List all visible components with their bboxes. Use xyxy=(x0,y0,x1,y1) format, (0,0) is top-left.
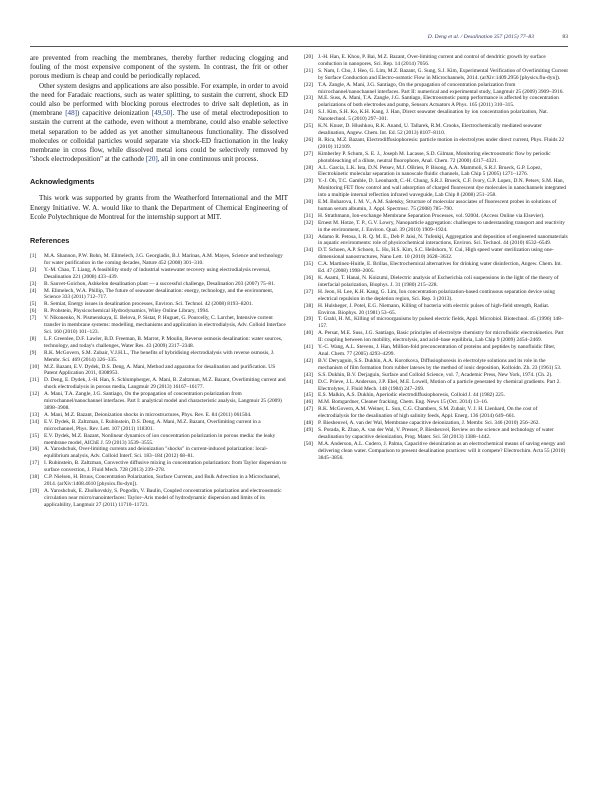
reference-item xyxy=(304,199,568,213)
reference-text[interactable]: M. Elimelech, W.A. Phillip, The future of seawater desalination: energy, technology, and the environment, Science 333 (2011) 712–717. xyxy=(44,287,274,301)
references-list-right xyxy=(304,54,568,461)
reference-item xyxy=(30,336,288,350)
reference-number: [14] xyxy=(30,418,39,425)
reference-text[interactable]: S.S. Dukhin, B.V. Derjaguin, Surface and Colloid Science, vol. 7, Academic Press, New York, 1974. (Ch. 2). xyxy=(318,371,553,378)
reference-text[interactable]: A. Yaroshchuk, Over-limiting currents and deionization "shocks" in current-induced polarization: local-equilibrium analysis, Adv. Colloid Interf. Sci. 183–184 (2012) 68–81. xyxy=(44,446,268,460)
references-heading: References xyxy=(30,236,70,246)
reference-number: [31] xyxy=(304,212,313,219)
reference-text[interactable]: D.C. Prieve, J.L. Anderson, J.P. Ebel, M.E. Lowell, Motion of a particle generated by chemical gradients. Part 2. Electrolytes, J. Fluid Mech. 148 (1984) 247–269. xyxy=(318,378,561,392)
reference-text[interactable]: A.L. Garcia, L.K. Ista, D.N. Petsev, M.J. OBrien, P. Bisong, A.A. Mammoli, S.R.J. Brueck, G.P. Lopez, Electrokinetic molecular separation in nanoscale fluidic channels, Lab Chip 5 (2005) 1271–1276. xyxy=(318,164,542,178)
reference-number: [12] xyxy=(30,391,39,398)
journal-citation: D. Deng et al. / Desalination 357 (2015) 77–83 xyxy=(427,34,534,40)
reference-text[interactable]: E.M. Buharova, I. M. V., A.M. Saletsky, Structure of molecular associates of fluorescent probes in solutions of human serum albumin, J. Appl. Spectrosc. 75 (2008) 785–790. xyxy=(318,199,557,212)
reference-text[interactable]: P. Biesheuvel, A. van der Wal, Membrane capacitive deionization, J. Membr. Sci. 346 (2010) 256–262. xyxy=(318,420,540,427)
reference-text[interactable]: M.A. Anderson, A.L. Cudero, J. Palma, Capacitive deionization as an electrochemical means of saving energy and delivering clean water. Comparison to present desalination practices: will it compete? Electrochim. Acta 55 (2010) 3845–3856. xyxy=(318,440,566,461)
reference-text[interactable]: R.K. McGovern, S.M. Zubair, V.J.H.L., The benefits of hybridising electrodialysis with reverse osmosis, J. Membr. Sci. 469 (2014) 326–335. xyxy=(44,349,275,363)
reference-text[interactable]: L.F. Greenlee, D.F. Lawler, B.D. Freeman, B. Marrot, P. Moulin, Reverse osmosis desalination: water sources, technology, and today's challenges, Water Res. 43 (2009) 2317–2348. xyxy=(44,335,283,349)
reference-number: [36] xyxy=(304,275,313,281)
reference-item xyxy=(30,308,288,315)
reference-item xyxy=(304,427,568,441)
reference-item xyxy=(304,330,568,344)
reference-number: [35] xyxy=(304,261,313,268)
reference-item xyxy=(304,220,568,234)
reference-text[interactable]: Y.-C. Wang, A.L. Stevens, J. Han, Million-fold preconcentration of proteins and peptides by nanofluidic filter, Anal. Chem. 77 (2005) 4293–4299. xyxy=(318,344,556,357)
citation-link-48[interactable]: [48] xyxy=(65,109,78,118)
reference-text[interactable]: J.-H. Han, E. Khoo, P. Bai, M.Z. Bazant, Over-limiting current and control of dendritic growth by surface conduction in nanopores, Sci. Rep. 14 (2014) 7056. xyxy=(318,54,546,67)
header-rule xyxy=(30,46,568,47)
reference-text[interactable]: M.M. Bomgardner, Cleaner fracking, Chem. Eng. News 15 (Oct. 2014) 13–16. xyxy=(318,399,489,406)
reference-text[interactable]: R.K. McGovern, A.M. Weiner, L. Sun, C.G. Chambers, S.M. Zubair, V. J. H. Lienhard, On the cost of electrodialysis for the desalination of high salinity feeds, Appl. Energ. 136 (2014) 649–661. xyxy=(318,406,538,420)
reference-number: [30] xyxy=(304,199,313,206)
reference-text[interactable]: R. Probstein, Physicochemical Hydrodynamics, Wiley Online Library, 1994. xyxy=(44,308,210,315)
reference-number: [5] xyxy=(30,301,37,308)
reference-text[interactable]: Y.-J. Oh, T.C. Gamble, D. Leonhardt, C.-H. Chung, S.R.J. Brueck, C.F. Ivory, G.P. Lopez, D.N. Petsev, S.M. Han, Monitoring FET flow control and wall adsorption of charged fluorescent dye molecules in nanochannels integrated into a multiple internal reflection infrared waveguide, Lab Chip 8 (2008) 251–258. xyxy=(318,178,567,199)
reference-item xyxy=(30,301,288,308)
reference-item xyxy=(304,261,568,275)
reference-text[interactable]: S.J. Kim, S.H. Ko, K.H. Kang, J. Han, Direct seawater desalination by ion concentration polarization, Nat. Nanotechnol. 5 (2010) 297–301. xyxy=(318,109,548,123)
reference-item xyxy=(304,344,568,358)
reference-number: [45] xyxy=(304,392,313,399)
reference-text[interactable]: R. Semiat, Energy issues in desalination processes, Environ. Sci. Technol. 42 (2008) 8193–8201. xyxy=(44,301,253,308)
reference-item xyxy=(30,412,288,419)
reference-number: [8] xyxy=(30,335,37,342)
reference-item xyxy=(304,213,568,220)
reference-item xyxy=(30,460,288,474)
acknowledgments-heading: Acknowledgments xyxy=(30,177,95,187)
reference-item xyxy=(304,358,568,372)
reference-number: [2] xyxy=(30,266,37,273)
reference-number: [34] xyxy=(304,247,313,254)
reference-number: [10] xyxy=(30,363,39,370)
reference-item xyxy=(304,372,568,379)
reference-text[interactable]: T. Grahl, H. M., Killing of microorganisms by pulsed electric fields, Appl. Microbiol. Biotechnol. 45 (1996) 148–157. xyxy=(318,316,564,330)
reference-item xyxy=(304,420,568,427)
reference-number: [23] xyxy=(304,95,313,102)
reference-text[interactable]: Adamo R. Petosa, I. R. Q. M. E., Deb P. Jaisi, N. Tufenkji, Aggregation and deposition of engineered nanomaterials in aquatic environments: role of physicochemical interactions, Environ. Sci. Technol. 44 (2010) 6532–6549. xyxy=(318,233,568,247)
reference-text[interactable]: A. Persat, M.E. Suss, J.G. Santiago, Basic principles of electrolyte chemistry for microfluidic electrokinetics. Part II: coupling between ion mobility, electrolysis, and acid–base equilibria, Lab Chip 9 (2009) 2454–2469. xyxy=(318,330,564,344)
reference-item xyxy=(30,364,288,378)
reference-number: [32] xyxy=(304,219,313,226)
reference-number: [42] xyxy=(304,357,313,364)
reference-item xyxy=(304,123,568,137)
reference-text[interactable]: E.V. Dydek, M.Z. Bazant, Nonlinear dynamics of ion concentration polarization in porous media: the leaky membrane model, AIChE J. 59 (2013) 3539–3555. xyxy=(44,432,276,446)
reference-item xyxy=(30,253,288,267)
reference-item xyxy=(30,288,288,302)
reference-text[interactable]: Y.-M. Chao, T. Liang, A feasibility study of industrial wastewater recovery using electrodialysis reversal, Desalination 221 (2008) 433–439. xyxy=(44,266,271,280)
reference-item xyxy=(304,165,568,179)
reference-number: [40] xyxy=(304,330,313,337)
reference-item xyxy=(30,474,288,488)
reference-item xyxy=(30,377,288,391)
reference-number: [9] xyxy=(30,349,37,356)
reference-number: [24] xyxy=(304,109,313,116)
reference-item xyxy=(304,289,568,303)
body-paragraph-designs xyxy=(30,82,288,165)
reference-number: [22] xyxy=(304,81,313,88)
reference-text[interactable]: B. Sauvet-Goichon, Ashkelon desalination plant — a successful challenge, Desalination 203 (2007) 75–81. xyxy=(44,280,276,287)
left-column xyxy=(30,54,288,509)
reference-text[interactable]: C.A. Martinez-Huitle, E. Brillas, Electrochemical alternatives for drinking water disinfection, Angew. Chem. Int. Ed. 47 (2008) 1998–2005. xyxy=(318,261,562,275)
reference-number: [15] xyxy=(30,432,39,439)
reference-item xyxy=(304,234,568,248)
reference-item xyxy=(304,54,568,68)
right-column xyxy=(304,54,568,461)
reference-number: [47] xyxy=(304,406,313,413)
reference-text[interactable]: I. Rubinstein, B. Zaltzman, Convective diffusive mixing in concentration polarization: from Taylor dispersion to surface convection, J. Fluid Mech. 728 (2013) 239–278. xyxy=(44,460,287,474)
reference-item xyxy=(304,275,568,289)
reference-item xyxy=(30,488,288,509)
reference-number: [27] xyxy=(304,150,313,157)
reference-number: [28] xyxy=(304,164,313,171)
reference-number: [17] xyxy=(30,460,39,467)
paragraph-text-b: ) capacitive deionization xyxy=(77,109,152,118)
page-header xyxy=(30,34,568,46)
reference-item xyxy=(304,441,568,462)
citation-link-20[interactable]: [20] xyxy=(145,155,158,164)
reference-number: [4] xyxy=(30,287,37,294)
reference-text[interactable]: S. Porada, R. Zhao, A. van der Wal, V. Presser, P. Biesheuvel, Review on the science and technology of water desalination by capacitive deionization, Prog. Mater. Sci. 58 (2013) 1388–1442. xyxy=(318,426,554,440)
reference-number: [44] xyxy=(304,378,313,385)
reference-text[interactable]: M.A. Shannon, P.W. Bohn, M. Elimelech, J.G. Georgiadis, B.J. Marinas, A.M. Mayes, Science and technology for water purification in the coming decades, Nature 452 (2008) 301–310. xyxy=(44,253,283,266)
paragraph-text-d: , all in one continuous unit process. xyxy=(157,155,259,164)
reference-number: [21] xyxy=(304,67,313,74)
reference-item xyxy=(304,82,568,96)
reference-text[interactable]: M.Z. Bazant, E.V. Dydek, D.S. Deng, A. Mani, Method and apparatus for desalination and purification. US Patent Application 2011, 0308953. xyxy=(44,363,276,377)
reference-number: [20] xyxy=(304,54,313,60)
reference-text[interactable]: B.V. Deryaguin, S.S. Dukhin, A.A. Korotkova, Diffusiophoresis in electrolyte solutions and its role in the mechanism of film formation from rubber latexes by the method of ionic deposition, Kolloidn. Zh. 23 (1961) 53. xyxy=(318,357,562,371)
reference-item xyxy=(30,350,288,364)
reference-number: [13] xyxy=(30,411,39,418)
reference-text[interactable]: V. Nikonenko, N. Pismenskaya, E. Belova, P. Sistat, P. Huguet, G. Pourcelly, C. Larchet, Intensive current transfer in membrane systems: modelling, mechanisms and application in electrodialysis, Adv. Colloid Interface Sci. 160 (2010) 101–123. xyxy=(44,315,286,336)
reference-number: [16] xyxy=(30,446,39,453)
reference-number: [41] xyxy=(304,344,313,351)
reference-number: [3] xyxy=(30,280,37,287)
reference-text[interactable]: K. Asami, T. Hanai, N. Koizumi, Dielectric analysis of Escherichia coli suspensions in the light of the theory of interfacial polarization, Biophys. J. 31 (1980) 215–228. xyxy=(318,275,559,288)
reference-item xyxy=(304,178,568,199)
paragraph-text-a: Other system designs and applications are also possible. For example, in order to avoid the need for Faradaic reactions, such as water splitting, to sustain the current, shock ED could also be performed with blocking porous electrodes to drive salt depletion, as in (membrane xyxy=(30,81,288,118)
reference-text[interactable]: M.E. Suss, A. Mani, T.A. Zangle, J.G. Santiago, Electroosmotic pump performance is affected by concentration polarizations of both electrodes and pump, Sensors Actuators A Phys. 165 (2011) 310–315. xyxy=(318,95,559,109)
body-paragraph-continued: are prevented from reaching the membranes, thereby further reducing clogging and fouling of the most expensive component of the system. In contrast, the frit or other porous medium is cheap and could be periodically replaced. xyxy=(30,54,288,81)
reference-number: [25] xyxy=(304,123,313,130)
reference-number: [50] xyxy=(304,440,313,447)
reference-number: [37] xyxy=(304,288,313,295)
reference-item xyxy=(304,406,568,420)
reference-text[interactable]: E.V. Dydek, B. Zaltzman, I. Rubinstein, D.S. Deng, A. Mani, M.Z. Bazant, Overlimiting current in a microchannel, Phys. Rev. Lett. 107 (2011) 118301. xyxy=(44,418,261,432)
reference-text[interactable]: H. Jeon, H. Lee, K.H. Kang, G. Lim, Ion concentration polarization-based continuous separation device using electrical repulsion in the depletion region, Sci. Rep. 3 (2013). xyxy=(318,288,555,302)
reference-text[interactable]: R. Rica, M.Z. Bazant, Electrodiffusiophoresis: particle motion in electrolytes under direct current, Phys. Fluids 22 (2010) 112109. xyxy=(318,136,565,150)
reference-item xyxy=(304,68,568,82)
reference-number: [46] xyxy=(304,399,313,406)
reference-text[interactable]: C.P. Nielsen, H. Bruus, Concentration Polarization, Surface Currents, and Bulk Advection in a Microchannel, 2014. (arXiv:1408.4610 [physics.flu-dyn]). xyxy=(44,474,281,487)
reference-text[interactable]: K.N. Knust, D. Hlushkou, R.K. Anand, U. Tallarek, R.M. Crooks, Electrochemically mediated seawater desalination, Angew. Chem. Int. Ed. 52 (2013) 8107–8110. xyxy=(318,123,542,136)
reference-number: [38] xyxy=(304,302,313,309)
reference-number: [33] xyxy=(304,233,313,240)
reference-item xyxy=(304,247,568,261)
reference-number: [18] xyxy=(30,474,39,481)
reference-text[interactable]: Ernest M. Hotze, T. P., G.V. Lowry, Nanoparticle aggregation: challenges to understanding transport and reactivity in the environment, J. Environ. Qual. 39 (2010) 1909–1924. xyxy=(318,219,565,233)
reference-item xyxy=(30,315,288,336)
reference-item xyxy=(30,419,288,433)
reference-number: [11] xyxy=(30,377,39,384)
citation-link-49-50[interactable]: [49,50] xyxy=(151,109,173,118)
reference-text[interactable]: E.S. Malkin, A.S. Dukhin, Aperiodic electrodiffusiophoresis, Colloid J. 44 (1982) 225. xyxy=(318,392,505,399)
reference-text[interactable]: Kimberley P. Schum, S. E. J., Joseph M. Lacasse, S.D. Gilman, Monitoring electroosmotic flow by periodic photobleaching of a dilute, neutral fluorophore, Anal. Chem. 72 (2000) 4317–4321. xyxy=(318,150,551,164)
reference-number: [39] xyxy=(304,316,313,323)
reference-number: [7] xyxy=(30,315,37,322)
reference-number: [19] xyxy=(30,487,39,494)
reference-number: [26] xyxy=(304,136,313,143)
paragraph-text-c: . The use of metal electrodeposition to sustain the current at the cathode, even without a membrane, could also enable selective metal separation to be added as yet another simultaneous functionality. The dissolved molecules or colloidal particles would separate via shock-ED fractionation in the leaky membrane in cross flow, while dissolved metal ions could be selectively removed by "shock electrodeposition" at the cathode xyxy=(30,109,288,164)
reference-number: [43] xyxy=(304,371,313,378)
reference-text[interactable]: S. Nam, I. Cho, J. Heo, G. Lim, M.Z. Bazant, G. Sung, S.J. Kim, Experimental Verification of Overlimiting Current by Surface Conduction and Electro-osmotic Flow in Microchannels, 2014. (arXiv:1409.2956 [physics.flu-dyn]). xyxy=(318,67,568,81)
reference-text[interactable]: A. Yaroshchuk, E. Zholkovskiy, S. Pogodin, V. Baulin, Coupled concentration polarization and electroosmotic circulation near micro/nanointerfaces: Taylor–Aris model of hydrodynamic dispersion and limits of its applicability, Langmuir 27 (2011) 11710–11721. xyxy=(44,487,282,508)
reference-number: [49] xyxy=(304,426,313,433)
page-number: 83 xyxy=(562,34,568,40)
reference-number: [6] xyxy=(30,308,37,315)
reference-item xyxy=(304,137,568,151)
reference-text[interactable]: T.A. Zangle, A. Mani, J.G. Santiago, On the propagation of concentration polarization from microchannel/nanochannel interfaces. Part II: numerical and experimental study, Langmuir 25 (2009) 3909–3916. xyxy=(318,81,564,95)
reference-text[interactable]: A. Mani, T.A. Zangle, J.G. Santiago, On the propagation of concentration polarization from microchannel/nanochannel interfaces. Part I: analytical model and characteristic analysis, Langmuir 25 (2009) 3898–3908. xyxy=(44,391,282,411)
reference-text[interactable]: D.T. Schoen, A.P. Schoen, L. Hu, H.S. Kim, S.C. Heilshorn, Y. Cui, High speed water sterilization using one-dimensional nanostructures, Nano Lett. 10 (2010) 3628–3632. xyxy=(318,247,554,261)
reference-item xyxy=(304,109,568,123)
reference-item xyxy=(30,391,288,412)
reference-item xyxy=(30,446,288,460)
reference-text[interactable]: A. Mani, M.Z. Bazant, Deionization shocks in microstructures, Phys. Rev. E. 84 (2011) 061504. xyxy=(44,411,252,418)
reference-item xyxy=(30,281,288,288)
reference-text[interactable]: H. Hulsheger, J. Potel, E.G. Niemann, Killing of bacteria with electric pulses of high-field strength, Radiat. Environ. Biophys. 20 (1981) 53–65. xyxy=(318,302,550,316)
reference-item xyxy=(304,316,568,330)
reference-item xyxy=(304,379,568,393)
reference-item xyxy=(30,433,288,447)
reference-item xyxy=(304,95,568,109)
reference-number: [1] xyxy=(30,253,37,260)
reference-text[interactable]: H. Strathmann, Ion-exchange Membrane Separation Processes, vol. 92004. (Access Online via Elsevier). xyxy=(318,212,545,219)
reference-text[interactable]: D. Deng, E. Dydek, J.-H. Han, S. Schlumpberger, A. Mani, B. Zaltzman, M.Z. Bazant, Overlimiting current and shock electrodialysis in porous media, Langmuir 29 (2013) 16167–16177. xyxy=(44,377,286,391)
references-list-left xyxy=(30,253,288,509)
reference-number: [48] xyxy=(304,420,313,427)
reference-item xyxy=(30,267,288,281)
reference-item xyxy=(304,151,568,165)
acknowledgments-text: This work was supported by grants from the Weatherford International and the MIT Energy Initiative. W. A. would like to thank the Department of Chemical Engineering of Ecole Polytechnique de Montreal for the internship support at MIT. xyxy=(30,194,288,221)
reference-item xyxy=(304,303,568,317)
reference-number: [29] xyxy=(304,178,313,185)
